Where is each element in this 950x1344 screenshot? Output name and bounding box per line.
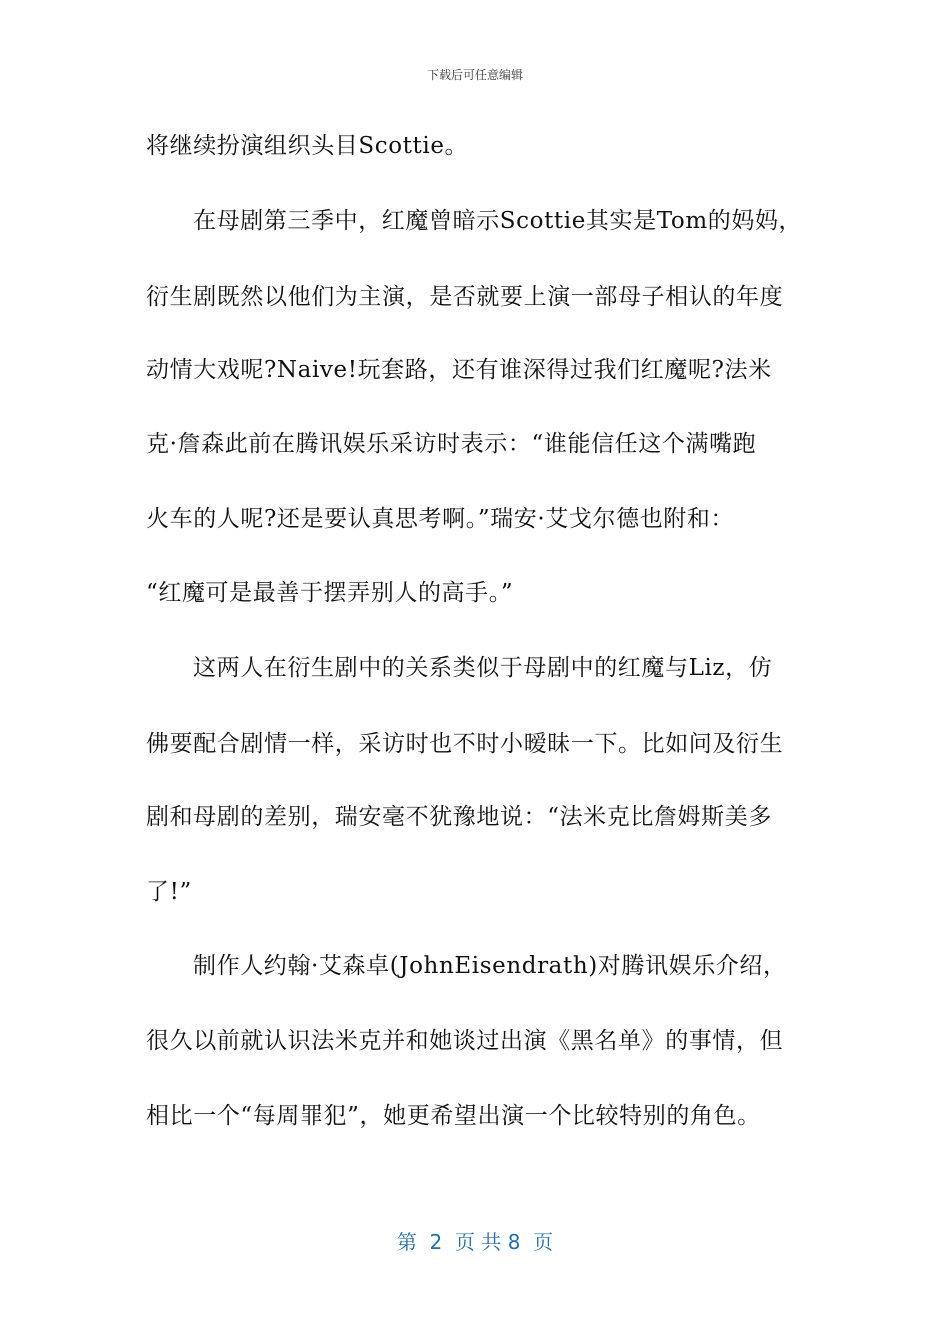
text-line: 佛要配合剧情一样，采访时也不时小暧昧一下。比如问及衍生 bbox=[146, 731, 784, 757]
text-line: 克·詹森此前在腾讯娱乐采访时表示：“谁能信任这个满嘴跑 bbox=[146, 431, 757, 457]
text-line: 衍生剧既然以他们为主演，是否就要上演一部母子相认的年度 bbox=[146, 284, 784, 310]
text-line: 在母剧第三季中，红魔曾暗示Scottie其实是Tom的妈妈， bbox=[193, 208, 803, 234]
page-header: 下载后可任意编辑 bbox=[426, 68, 523, 82]
text-line: 动情大戏呢?Naive!玩套路，还有谁深得过我们红魔呢?法米 bbox=[146, 357, 772, 383]
page-number-footer: 第 2 页 共 8 页 bbox=[396, 1230, 554, 1254]
text-line: 很久以前就认识法米克并和她谈过出演《黑名单》的事情，但 bbox=[146, 1028, 784, 1054]
text-line: 相比一个“每周罪犯”，她更希望出演一个比较特别的角色。 bbox=[146, 1103, 761, 1129]
text-line: 这两人在衍生剧中的关系类似于母剧中的红魔与Liz，仿 bbox=[193, 655, 773, 681]
text-line: 将继续扮演组织头目Scottie。 bbox=[146, 133, 469, 159]
text-line: 了!” bbox=[146, 879, 192, 905]
text-line: 火车的人呢?还是要认真思考啊。”瑞安·艾戈尔德也附和： bbox=[146, 506, 735, 532]
text-line: “红魔可是最善于摆弄别人的高手。” bbox=[146, 580, 514, 606]
text-line: 剧和母剧的差别，瑞安毫不犹豫地说：“法米克比詹姆斯美多 bbox=[146, 804, 772, 830]
text-line: 制作人约翰·艾森卓(JohnEisendrath)对腾讯娱乐介绍， bbox=[193, 953, 787, 979]
